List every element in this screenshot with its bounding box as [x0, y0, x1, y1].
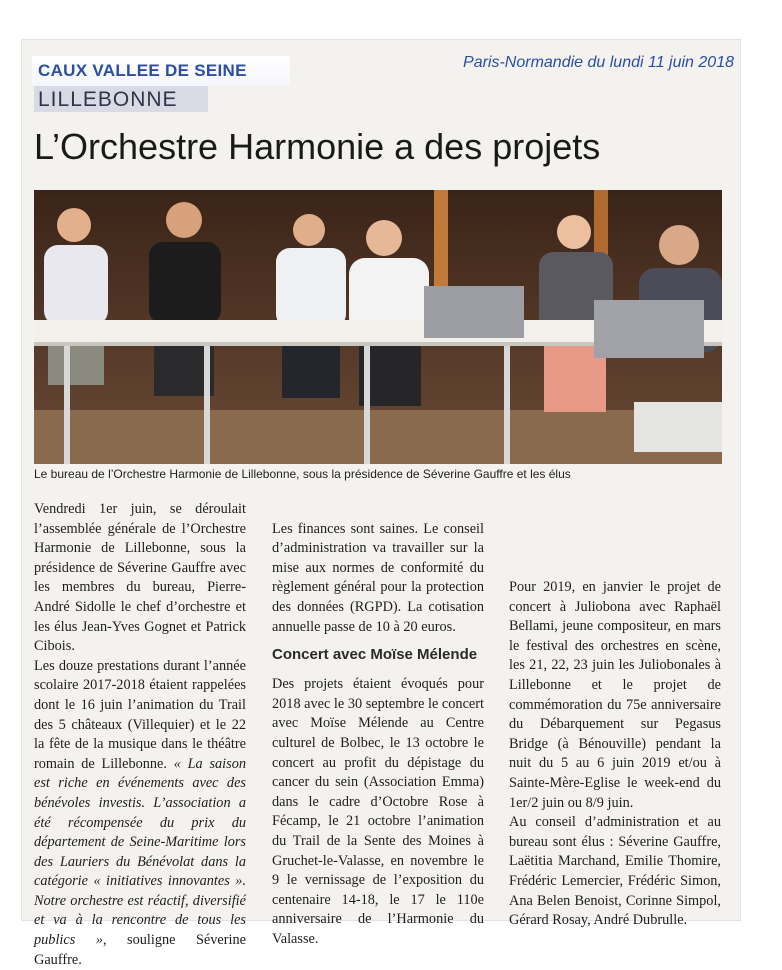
- paragraph-projects-2018: Des projets étaient évoqués pour 2018 avec le 30 septembre le concert avec Moïse Mélende au Centre culturel de Bolbec, le 13 octobre le concert au profit du dépistage du cancer du sein (Association Emma) dans le cadre d’Octobre Rose à Fécamp, le 21 octobre l’animation du Trail de la Sente des Moines à Gruchet-le-Valasse, en novembre le 9 le vernissage de l’exposition du centenaire 14-18, le 17 le 110e anniversaire de l’Harmonie du Valasse.: [272, 676, 484, 947]
- column-3: [509, 500, 721, 931]
- paragraph-finances: Les finances sont saines. Le conseil d’administration va travailler sur la mise aux normes de conformité du règlement général pour la protection des données (RGPD). La cotisation annuelle passe de 10 à 20 euros.: [272, 520, 484, 635]
- newspaper-clipping: [22, 40, 740, 968]
- quote-attribution: , souligne Séverine Gauffre.: [34, 932, 246, 968]
- column-2: [272, 500, 484, 949]
- paragraph-projects-2019: Pour 2019, en janvier le projet de concert à Juliobona avec Raphaël Bellami, jeune compositeur, en mars le festival des orchestres en scène, les 21, 22, 23 juin les Juliobonales à Lillebonne et le projet de commémoration du 75e anniversaire du Débarquement sur Pegasus Bridge (à Bénouville) pendant la nuit du 5 au 6 juin 2019 et/ou à Sainte-Mère-Eglise le week-end du 1er/2 juin ou 8/9 juin.: [509, 579, 721, 811]
- town-kicker: LILLEBONNE: [34, 86, 208, 112]
- photo-caption: Le bureau de l’Orchestre Harmonie de Lillebonne, sous la présidence de Séverine Gauffre et les élus: [34, 467, 571, 481]
- section-title: CAUX VALLEE DE SEINE: [32, 56, 290, 86]
- paragraph-intro: Vendredi 1er juin, se déroulait l’assemblée générale de l’Orchestre Harmonie de Lillebonne, sous la présidence de Séverine Gauffre avec les membres du bureau, Pierre-André Sidolle le chef d’orchestre et les élus Jean-Yves Gognet et Patrick Cibois.: [34, 501, 246, 655]
- subheading: Concert avec Moïse Mélende: [272, 646, 478, 664]
- season-text: Les douze prestations durant l’année scolaire 2017-2018 étaient rappelées dont le 16 juin l’animation du Trail des 5 châteaux (Villequier) et le 22 la fête de la musique dans le théâtre romain de Lillebonne.: [34, 657, 246, 772]
- headline: L’Orchestre Harmonie a des projets: [34, 126, 601, 167]
- publication-source: Paris-Normandie du lundi 11 juin 2018: [463, 54, 734, 71]
- board-meeting-photo: [34, 190, 722, 464]
- paragraph-season: [34, 657, 246, 970]
- paragraph-board-members: Au conseil d’administration et au bureau sont élus : Séverine Gauffre, Laëtitia Marchand, Emilie Thomire, Frédéric Lemercier, Frédéric Simon, Ana Belen Benoist, Corinne Simpol, Gérard Rosay, André Dubrulle.: [509, 814, 721, 929]
- article-photo: [34, 190, 722, 464]
- column-1: [34, 500, 246, 970]
- president-quote: « La saison est riche en événements avec des bénévoles investis. L’association a été récompensée du prix du département de Seine-Maritime lors des Lauriers du Bénévolat dans la catégorie « initiatives innovantes ». Notre orchestre est réactif, diversifié et va à la rencontre de tous les publics »: [34, 755, 246, 949]
